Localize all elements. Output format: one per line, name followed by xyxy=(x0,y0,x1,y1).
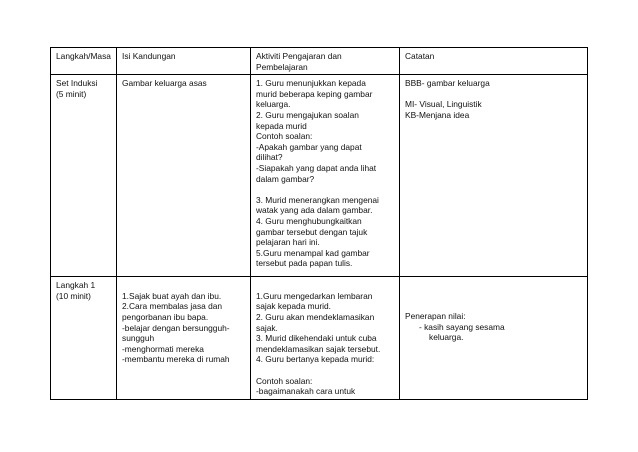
activity-line: dilihat? xyxy=(256,152,283,163)
activity-line: murid beberapa keping gambar xyxy=(256,88,373,99)
step-name: Langkah 1 xyxy=(56,280,96,291)
set-induksi-aktiviti-cell xyxy=(251,75,400,277)
activity-line: 2. Guru mengajukan soalan xyxy=(256,109,359,120)
set-induksi-masa-cell xyxy=(51,75,117,277)
content-line: -menghormati mereka xyxy=(122,343,204,354)
note-line: - kasih sayang sesama xyxy=(419,321,505,332)
header-catatan: Catatan xyxy=(400,48,588,75)
spacer xyxy=(256,280,395,291)
note-line: MI- Visual, Linguistik xyxy=(405,99,482,110)
activity-line: 1. Guru menunjukkan kepada xyxy=(256,78,366,89)
note-line: keluarga. xyxy=(429,332,464,343)
content-line: sungguh xyxy=(122,333,155,344)
table-row xyxy=(51,75,588,277)
activity-line: 4. Guru menghubungkaitkan xyxy=(256,215,362,226)
langkah-1-masa-cell xyxy=(51,277,117,400)
table-header-row xyxy=(51,48,588,75)
content-line: 2.Cara membalas jasa dan xyxy=(122,301,223,312)
note-line: Penerapan nilai: xyxy=(405,311,466,322)
langkah-1-isi-cell xyxy=(117,277,251,400)
activity-line: 2. Guru akan mendeklamasikan xyxy=(256,311,375,322)
activity-line: Contoh soalan: xyxy=(256,375,313,386)
note-line: KB-Menjana idea xyxy=(405,109,470,120)
activity-line: Contoh soalan: xyxy=(256,131,313,142)
content-line: 1.Sajak buat ayah dan ibu. xyxy=(122,290,222,301)
activity-line: -Siapakah yang dapat anda lihat xyxy=(256,162,377,173)
table-row xyxy=(51,277,588,400)
activity-line: -bagaimanakah cara untuk xyxy=(256,386,356,397)
lesson-plan-table xyxy=(50,47,588,400)
langkah-1-catatan-cell xyxy=(400,277,588,400)
activity-line: keluarga. xyxy=(256,99,291,110)
activity-line: sajak kepada murid. xyxy=(256,301,331,312)
content-line: -membantu mereka di rumah xyxy=(122,354,230,365)
note-line: BBB- gambar keluarga xyxy=(405,78,490,89)
activity-line: dalam gambar? xyxy=(256,173,315,184)
step-duration: (5 minit) xyxy=(56,88,87,99)
step-name: Set Induksi xyxy=(56,78,98,89)
activity-line: mendeklamasikan sajak tersebut. xyxy=(256,343,381,354)
activity-line: 1.Guru mengedarkan lembaran xyxy=(256,290,373,301)
step-duration: (10 minit) xyxy=(56,290,91,301)
activity-line: -Apakah gambar yang dapat xyxy=(256,141,362,152)
activity-line: watak yang ada dalam gambar. xyxy=(256,205,373,216)
header-aktiviti-label: Aktiviti Pengajaran dan Pembelajaran xyxy=(256,51,342,72)
activity-line: 3. Murid menerangkan mengenai xyxy=(256,194,379,205)
header-isi-kandungan: Isi Kandungan xyxy=(117,48,251,75)
activity-line: 3. Murid dikehendaki untuk cuba xyxy=(256,333,377,344)
content-text: Gambar keluarga asas xyxy=(122,78,207,89)
activity-line: tersebut pada papan tulis. xyxy=(256,258,353,269)
header-langkah-masa: Langkah/Masa xyxy=(51,48,117,75)
langkah-1-aktiviti-cell xyxy=(251,277,400,400)
spacer xyxy=(122,280,246,291)
activity-line: gambar tersebut dengan tajuk xyxy=(256,226,368,237)
activity-line: pelajaran hari ini. xyxy=(256,237,320,248)
blank-line xyxy=(256,184,395,195)
spacer xyxy=(405,280,583,311)
blank-line xyxy=(256,365,395,376)
content-line: pengorbanan ibu bapa. xyxy=(122,311,209,322)
activity-line: kepada murid xyxy=(256,120,307,131)
activity-line: 4. Guru bertanya kepada murid: xyxy=(256,354,375,365)
blank-line xyxy=(405,89,583,100)
activity-line: 5.Guru menampal kad gambar xyxy=(256,247,370,258)
set-induksi-catatan-cell xyxy=(400,75,588,277)
activity-line: sajak. xyxy=(256,322,278,333)
content-line: -belajar dengan bersungguh- xyxy=(122,322,230,333)
header-aktiviti xyxy=(251,48,400,75)
set-induksi-isi-cell xyxy=(117,75,251,277)
